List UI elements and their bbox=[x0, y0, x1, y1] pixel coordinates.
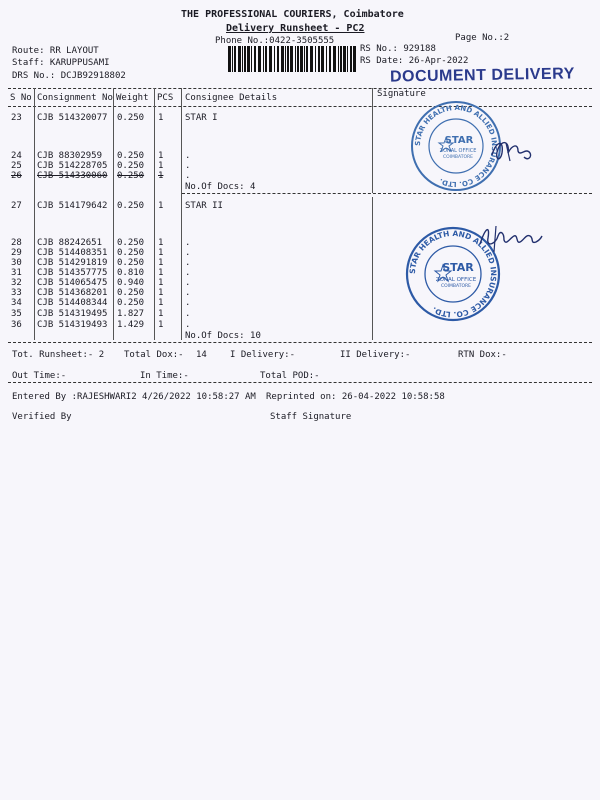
col-sno: S No bbox=[10, 93, 32, 103]
row-consignment: CJB 514320077 bbox=[37, 113, 108, 123]
table-bottom-rule bbox=[8, 342, 592, 343]
row-consignee: . bbox=[185, 248, 191, 258]
col-pcs: PCS bbox=[157, 93, 174, 103]
row-sno: 34 bbox=[11, 298, 22, 308]
row-sno: 36 bbox=[11, 320, 22, 330]
out-time: Out Time:- bbox=[12, 371, 67, 381]
row-consignment: CJB 514179642 bbox=[37, 201, 108, 211]
row-weight: 0.250 bbox=[117, 258, 145, 268]
row-consignment: CJB 514408344 bbox=[37, 298, 108, 308]
row-weight: 0.810 bbox=[117, 268, 145, 278]
row-pcs: 1 bbox=[158, 309, 164, 319]
row-consignee: . bbox=[185, 161, 191, 171]
row-pcs: 1 bbox=[158, 288, 164, 298]
staff-signature: Staff Signature bbox=[270, 412, 352, 422]
col-divider bbox=[34, 88, 35, 340]
total-pod: Total POD:- bbox=[260, 371, 320, 381]
row-sno: 33 bbox=[11, 288, 22, 298]
ii-delivery: II Delivery:- bbox=[340, 350, 411, 360]
total-runsheet: Tot. Runsheet:- 2 bbox=[12, 350, 105, 360]
staff: Staff: KARUPPUSAMI bbox=[12, 58, 110, 68]
row-weight: 0.250 bbox=[117, 238, 145, 248]
docs-count: No.Of Docs: 4 bbox=[185, 182, 256, 192]
row-consignee: . bbox=[185, 171, 191, 181]
handwritten-signature bbox=[488, 133, 538, 167]
total-dox-label: Total Dox:- bbox=[124, 350, 184, 360]
row-sno: 23 bbox=[11, 113, 22, 123]
row-pcs: 1 bbox=[158, 298, 164, 308]
col-consignment: Consignment No bbox=[37, 93, 113, 103]
row-pcs: 1 bbox=[158, 268, 164, 278]
sheet-title: Delivery Runsheet - PC2 bbox=[226, 23, 365, 34]
docs-count: No.Of Docs: 10 bbox=[185, 331, 261, 341]
row-pcs: 1 bbox=[158, 238, 164, 248]
row-sno: 27 bbox=[11, 201, 22, 211]
in-time: In Time:- bbox=[140, 371, 189, 381]
row-consignee: . bbox=[185, 268, 191, 278]
row-sno: 30 bbox=[11, 258, 22, 268]
rs-date: RS Date: 26-Apr-2022 bbox=[360, 56, 469, 66]
col-divider bbox=[181, 88, 182, 340]
row-pcs: 1 bbox=[158, 161, 164, 171]
i-delivery: I Delivery:- bbox=[230, 350, 296, 360]
row-weight: 1.429 bbox=[117, 320, 145, 330]
svg-text:ZONAL OFFICE: ZONAL OFFICE bbox=[435, 277, 477, 283]
col-divider bbox=[154, 88, 155, 340]
row-pcs: 1 bbox=[158, 171, 164, 181]
row-consignment: CJB 514408351 bbox=[37, 248, 108, 258]
header-bottom-rule bbox=[8, 106, 592, 107]
row-consignee: . bbox=[185, 238, 191, 248]
row-sno: 24 bbox=[11, 151, 22, 161]
col-divider bbox=[372, 197, 373, 340]
row-pcs: 1 bbox=[158, 320, 164, 330]
row-sno: 31 bbox=[11, 268, 22, 278]
row-pcs: 1 bbox=[158, 248, 164, 258]
times-rule bbox=[8, 382, 592, 383]
row-pcs: 1 bbox=[158, 258, 164, 268]
row-consignee: . bbox=[185, 278, 191, 288]
row-weight: 0.250 bbox=[117, 288, 145, 298]
verified-by: Verified By bbox=[12, 412, 72, 422]
row-weight: 0.250 bbox=[117, 151, 145, 161]
svg-text:ZONAL OFFICE: ZONAL OFFICE bbox=[439, 148, 477, 154]
total-dox-value: 14 bbox=[196, 350, 207, 360]
row-consignment: CJB 514228705 bbox=[37, 161, 108, 171]
row-weight: 0.940 bbox=[117, 278, 145, 288]
row-consignee: . bbox=[185, 151, 191, 161]
svg-text:STAR HEALTH AND ALLIED INSURAN: STAR HEALTH AND ALLIED INSURANCE CO. LTD. bbox=[413, 103, 499, 189]
phone-number: Phone No.:0422-3505555 bbox=[215, 36, 335, 46]
svg-text:STAR: STAR bbox=[442, 261, 474, 274]
row-pcs: 1 bbox=[158, 151, 164, 161]
rtn-dox: RTN Dox:- bbox=[458, 350, 507, 360]
route: Route: RR LAYOUT bbox=[12, 46, 99, 56]
row-sno: 32 bbox=[11, 278, 22, 288]
svg-text:COIMBATORE: COIMBATORE bbox=[441, 284, 471, 289]
row-weight: 0.250 bbox=[117, 161, 145, 171]
row-consignment: CJB 88302959 bbox=[37, 151, 103, 161]
col-weight: Weight bbox=[116, 93, 149, 103]
col-signature: Signature bbox=[377, 89, 426, 99]
row-weight: 1.827 bbox=[117, 309, 145, 319]
row-consignee: . bbox=[185, 309, 191, 319]
row-sno: 26 bbox=[11, 171, 22, 181]
row-consignee: . bbox=[185, 288, 191, 298]
page-number: Page No.:2 bbox=[455, 33, 510, 43]
row-consignee: . bbox=[185, 298, 191, 308]
row-consignment: CJB 514291819 bbox=[37, 258, 108, 268]
row-pcs: 1 bbox=[158, 113, 164, 123]
row-consignment: CJB 514368201 bbox=[37, 288, 108, 298]
col-divider bbox=[372, 88, 373, 193]
row-sno: 28 bbox=[11, 238, 22, 248]
row-weight: 0.250 bbox=[117, 201, 145, 211]
row-pcs: 1 bbox=[158, 201, 164, 211]
svg-text:STAR: STAR bbox=[444, 135, 474, 146]
group-rule bbox=[182, 193, 592, 194]
row-weight: 0.250 bbox=[117, 113, 145, 123]
row-sno: 25 bbox=[11, 161, 22, 171]
barcode bbox=[228, 46, 356, 72]
row-consignee: . bbox=[185, 258, 191, 268]
row-sno: 35 bbox=[11, 309, 22, 319]
consignee-name: STAR II bbox=[185, 201, 223, 211]
row-consignment: CJB 514065475 bbox=[37, 278, 108, 288]
row-weight: 0.250 bbox=[117, 171, 145, 181]
svg-text:COIMBATORE: COIMBATORE bbox=[443, 155, 473, 160]
row-consignment: CJB 514319495 bbox=[37, 309, 108, 319]
handwritten-signature bbox=[476, 222, 546, 254]
row-consignment: CJB 514357775 bbox=[37, 268, 108, 278]
company-name: THE PROFESSIONAL COURIERS, Coimbatore bbox=[181, 9, 404, 20]
row-consignment: CJB 514319493 bbox=[37, 320, 108, 330]
row-sno: 29 bbox=[11, 248, 22, 258]
row-consignee: . bbox=[185, 320, 191, 330]
consignee-name: STAR I bbox=[185, 113, 218, 123]
document-delivery-stamp: DOCUMENT DELIVERY bbox=[389, 65, 575, 86]
row-weight: 0.250 bbox=[117, 248, 145, 258]
drs-number: DRS No.: DCJB92918802 bbox=[12, 71, 126, 81]
col-divider bbox=[113, 88, 114, 340]
row-consignment: CJB 88242651 bbox=[37, 238, 103, 248]
rs-number: RS No.: 929188 bbox=[360, 44, 436, 54]
row-consignment: CJB 514330060 bbox=[37, 171, 108, 181]
header-top-rule bbox=[8, 88, 592, 89]
row-pcs: 1 bbox=[158, 278, 164, 288]
svg-text:STAR HEALTH AND ALLIED INSURAN: STAR HEALTH AND ALLIED INSURANCE CO. LTD. bbox=[407, 228, 499, 320]
col-consignee: Consignee Details bbox=[185, 93, 278, 103]
row-weight: 0.250 bbox=[117, 298, 145, 308]
reprinted-on: Reprinted on: 26-04-2022 10:58:58 bbox=[266, 392, 445, 402]
entered-by: Entered By :RAJESHWARI2 4/26/2022 10:58:27 AM bbox=[12, 392, 256, 402]
